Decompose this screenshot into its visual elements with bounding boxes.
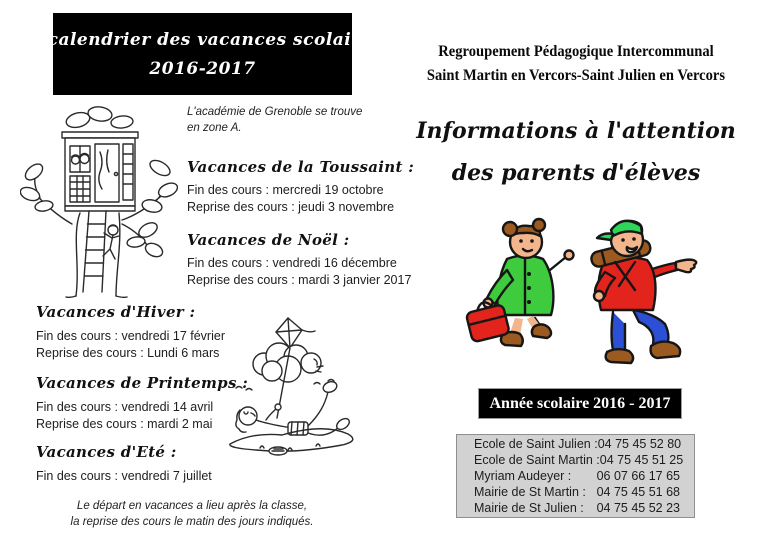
- section-noel: [187, 231, 411, 291]
- section-noel-line1: Fin des cours : vendredi 16 décembre: [187, 256, 397, 270]
- section-noel-title: Vacances de Noël :: [187, 231, 350, 249]
- contact-label: Mairie de St Julien :: [474, 501, 584, 516]
- contact-box: [456, 434, 695, 518]
- section-hiver-line1: Fin des cours : vendredi 17 février: [36, 329, 225, 343]
- left-footer-note-line2: la reprise des cours le matin des jours indiqués.: [70, 515, 314, 528]
- kite-illustration: [222, 312, 360, 460]
- section-printemps-line2: Reprise des cours : mardi 2 mai: [36, 417, 213, 432]
- section-toussaint-title: Vacances de la Toussaint :: [187, 158, 415, 176]
- section-toussaint-line1: Fin des cours : mercredi 19 octobre: [187, 183, 384, 197]
- right-subtitle: [384, 118, 768, 186]
- section-hiver-line2: Reprise des cours : Lundi 6 mars: [36, 346, 220, 361]
- right-header-line1: Regroupement Pédagogique Intercommunal: [438, 43, 714, 60]
- contact-phone: 06 07 66 17 65: [596, 468, 680, 483]
- section-printemps-title: Vacances de Printemps :: [36, 374, 249, 392]
- left-banner-line2: 2016-2017: [149, 58, 256, 79]
- section-hiver-title: Vacances d'Hiver :: [36, 303, 196, 321]
- section-ete-line1: Fin des cours : vendredi 7 juillet: [36, 469, 212, 483]
- contact-label: Mairie de St Martin :: [474, 485, 586, 500]
- contact-label: Ecole de Saint Julien :: [474, 436, 598, 451]
- section-printemps: [36, 374, 248, 435]
- year-banner-text: Année scolaire 2016 - 2017: [489, 394, 671, 412]
- left-banner-line1: le calendrier des vacances scolaires: [22, 29, 383, 50]
- contact-row-ecole-julien: [474, 436, 680, 452]
- contact-phone: 04 75 45 52 23: [596, 501, 680, 516]
- section-ete-title: Vacances d'Eté :: [36, 443, 177, 461]
- contact-label: Myriam Audeyer :: [474, 468, 572, 483]
- contact-label: Ecole de Saint Martin :: [474, 452, 600, 467]
- section-noel-line2: Reprise des cours : mardi 3 janvier 2017: [187, 273, 412, 288]
- contact-row-mairie-martin: [474, 484, 680, 500]
- right-subtitle-line1: Informations à l'attention: [416, 118, 736, 144]
- contact-row-ecole-martin: [474, 452, 684, 468]
- contact-phone: 04 75 45 52 80: [597, 436, 682, 451]
- left-footer-note-line1: Le départ en vacances a lieu après la classe,: [76, 500, 308, 512]
- right-header-line2: Saint Martin en Vercors-Saint Julien en Vercors: [426, 67, 726, 85]
- right-header: [396, 40, 757, 88]
- contact-row-mairie-julien: [474, 500, 680, 516]
- running-children-illustration: [463, 212, 707, 380]
- treehouse-illustration: [20, 102, 178, 298]
- contact-phone: 04 75 45 51 68: [596, 485, 680, 500]
- section-toussaint-line2: Reprise des cours : jeudi 3 novembre: [187, 200, 395, 215]
- section-printemps-line1: Fin des cours : vendredi 14 avril: [36, 400, 214, 414]
- contact-row-myriam: [474, 468, 680, 484]
- section-hiver: [36, 303, 225, 364]
- left-footer-note: [0, 499, 384, 530]
- section-ete: [36, 443, 212, 486]
- section-toussaint: [187, 158, 414, 218]
- zone-note: L'académie de Grenoble se trouve en zone A.: [187, 106, 363, 134]
- contact-phone: 04 75 45 51 25: [599, 452, 684, 467]
- year-banner: [478, 388, 682, 419]
- left-title-banner: [22, 13, 383, 95]
- right-subtitle-line2: des parents d'élèves: [451, 160, 701, 186]
